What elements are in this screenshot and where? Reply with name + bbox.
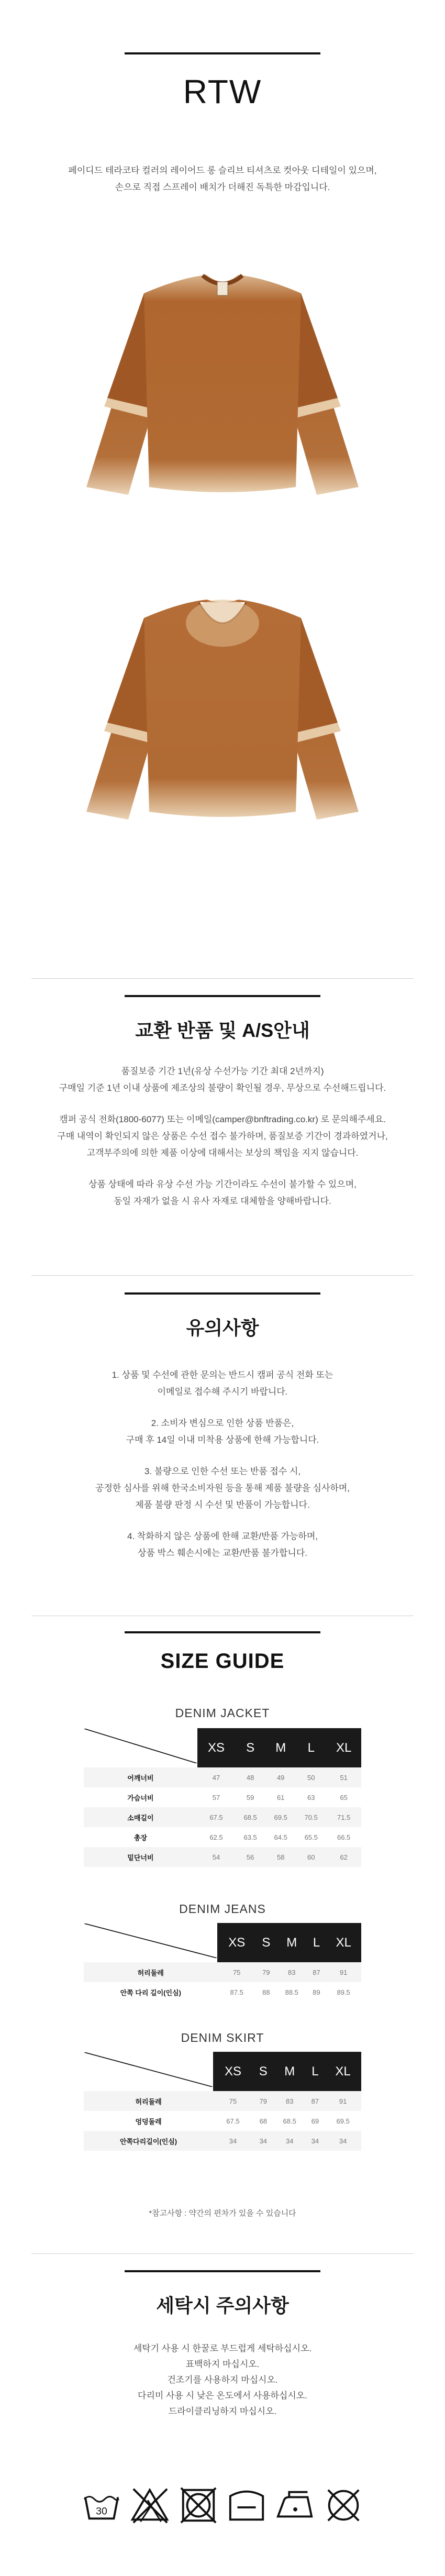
washing-title: 세탁시 주의사항 [156, 2295, 289, 2316]
no-dry-clean-icon [323, 2485, 364, 2526]
measure-value: 68.5 [274, 2111, 306, 2131]
no-bleach-icon [129, 2485, 170, 2526]
measure-value: 63.5 [235, 1827, 265, 1847]
measure-value: 62 [326, 1847, 361, 1867]
text-line: 4. 착화하지 않은 상품에 한해 교환/반품 가능하며, [127, 1531, 318, 1541]
measure-value: 65 [326, 1787, 361, 1807]
measure-value: 67.5 [213, 2111, 253, 2131]
measure-value: 47 [197, 1767, 235, 1787]
exchange-text [0, 1063, 445, 1210]
description-line: 페이디드 테라코타 컬러의 레이어드 롱 슬리브 티셔츠로 컷아웃 디테일이 있으며, [68, 165, 377, 175]
size-note: *참고사항 : 약간의 편차가 있을 수 있습니다 [149, 2209, 296, 2218]
measure-value: 91 [325, 2091, 361, 2111]
measure-value: 59 [235, 1787, 265, 1807]
text-line: 구매 후 14일 이내 미착용 상품에 한해 가능합니다. [126, 1435, 319, 1445]
table-row [84, 1982, 361, 2002]
text-line: 드라이클리닝하지 마십시오. [168, 2406, 277, 2416]
measure-label: 가슴너비 [84, 1787, 197, 1807]
text-line: 이메일로 접수해 주시기 바랍니다. [157, 1387, 288, 1397]
size-header: XS [217, 1923, 255, 1962]
text-line: 구매 내역이 확인되지 않은 상품은 수선 접수 불가하며, 품질보증 기간이 경과하였거나, [57, 1131, 388, 1141]
text-line: 동일 자재가 없을 시 유사 자재로 대체함을 양해바랍니다. [114, 1196, 331, 1206]
measure-value: 56 [235, 1847, 265, 1867]
measure-value: 79 [256, 1962, 276, 1982]
text-line: 제품 불량 판정 시 수선 및 반품이 가능합니다. [135, 1500, 310, 1510]
text-line: 품질보증 기간 1년(유상 수선가능 기간 최대 2년까지) [121, 1066, 324, 1076]
table-row [84, 2091, 361, 2111]
diagonal-line-icon [84, 1923, 217, 1958]
measure-value: 88 [256, 1982, 276, 2002]
measure-value: 66.5 [326, 1827, 361, 1847]
size-header: XS [197, 1728, 235, 1767]
measure-value: 51 [326, 1767, 361, 1787]
table-title: DENIM JEANS [179, 1902, 266, 1916]
diagonal-line-icon [84, 1729, 197, 1763]
product-title: RTW [183, 73, 262, 110]
measure-label: 허리둘레 [84, 1962, 217, 1982]
measure-value: 65.5 [296, 1827, 326, 1847]
text-line: 1. 상품 및 수선에 관한 문의는 반드시 캠퍼 공식 전화 또는 [112, 1370, 333, 1380]
measure-value: 89.5 [326, 1982, 361, 2002]
washing-text [0, 2341, 445, 2419]
caution-text [0, 1367, 445, 1562]
measure-label: 소매길이 [84, 1807, 197, 1827]
measure-value: 54 [197, 1847, 235, 1867]
measure-value: 61 [265, 1787, 296, 1807]
top-rule [125, 52, 320, 54]
size-header: M [274, 2052, 306, 2091]
no-tumble-dry-icon [178, 2485, 219, 2526]
measure-value: 64.5 [265, 1827, 296, 1847]
wash-30-icon [81, 2485, 122, 2526]
product-image-back [65, 566, 380, 859]
text-line: 구매일 기준 1년 이내 상품에 제조상의 불량이 확인될 경우, 무상으로 수선해드립니다. [59, 1083, 386, 1093]
size-header: XL [326, 1923, 361, 1962]
size-header: S [235, 1728, 265, 1767]
text-line: 건조기를 사용하지 마십시오. [167, 2375, 278, 2385]
measure-label: 안쪽다리길이(인심) [84, 2131, 213, 2151]
size-guide-title: SIZE GUIDE [160, 1650, 285, 1673]
measure-value: 69.5 [325, 2111, 361, 2131]
description-line: 손으로 직접 스프레이 배치가 더해진 독특한 마감입니다. [115, 182, 330, 192]
text-line: 캠퍼 공식 전화(1800-6077) 또는 이메일(camper@bnftrading.co.kr) 로 문의해주세요. [59, 1114, 386, 1124]
text-line: 고객부주의에 의한 제품 이상에 대해서는 보상의 책임을 지지 않습니다. [86, 1148, 359, 1158]
measure-value: 62.5 [197, 1827, 235, 1847]
low-iron-icon [275, 2485, 316, 2526]
table-row [84, 1962, 361, 1982]
divider [31, 978, 414, 979]
measure-value: 75 [213, 2091, 253, 2111]
measure-value: 91 [326, 1962, 361, 1982]
measure-value: 71.5 [326, 1807, 361, 1827]
measure-label: 허리둘레 [84, 2091, 213, 2111]
text-line: 2. 소비자 변심으로 인한 상품 반품은, [151, 1418, 294, 1428]
measure-value: 34 [325, 2131, 361, 2151]
measure-label: 밑단너비 [84, 1847, 197, 1867]
measure-value: 69 [306, 2111, 325, 2131]
size-header: M [276, 1923, 307, 1962]
section-rule [125, 1292, 320, 1295]
caution-title: 유의사항 [186, 1317, 259, 1339]
measure-value: 57 [197, 1787, 235, 1807]
table-row [84, 2111, 361, 2131]
text-line: 상품 상태에 따라 유상 수선 가능 기간이라도 수선이 불가할 수 있으며, [88, 1179, 357, 1189]
size-header: L [307, 1923, 326, 1962]
table-title: DENIM JACKET [175, 1706, 270, 1720]
measure-value: 87 [306, 2091, 325, 2111]
measure-value: 70.5 [296, 1807, 326, 1827]
measure-value: 83 [274, 2091, 306, 2111]
table-row [84, 1807, 361, 1827]
measure-value: 48 [235, 1767, 265, 1787]
measure-value: 34 [306, 2131, 325, 2151]
measure-value: 69.5 [265, 1807, 296, 1827]
text-line: 3. 불량으로 인한 수선 또는 반품 접수 시, [144, 1466, 301, 1476]
measure-value: 87 [307, 1962, 326, 1982]
measure-value: 58 [265, 1847, 296, 1867]
text-line: 공정한 심사를 위해 한국소비자원 등을 통해 제품 불량을 심사하며, [95, 1483, 350, 1493]
section-rule [125, 995, 320, 997]
table-row [84, 1787, 361, 1807]
size-table-denim-skirt [84, 2052, 361, 2151]
measure-label: 총장 [84, 1827, 197, 1847]
table-title: DENIM SKIRT [181, 2031, 264, 2044]
measure-value: 79 [253, 2091, 274, 2111]
table-row [84, 1767, 361, 1787]
header-corner [84, 1923, 217, 1962]
header-corner [84, 2052, 213, 2091]
text-line: 표백하지 마십시오. [185, 2359, 260, 2369]
size-header: S [256, 1923, 276, 1962]
section-rule [125, 2270, 320, 2272]
size-table-denim-jacket [84, 1728, 361, 1867]
product-description [0, 162, 445, 196]
measure-value: 68.5 [235, 1807, 265, 1827]
size-table-denim-jeans [84, 1923, 361, 2002]
wash-temp: 30 [96, 2505, 107, 2517]
size-header: S [253, 2052, 274, 2091]
measure-value: 83 [276, 1962, 307, 1982]
size-header: XS [213, 2052, 253, 2091]
measure-label: 안쪽 다리 길이(인심) [84, 1982, 217, 2002]
size-header: L [296, 1728, 326, 1767]
measure-value: 63 [296, 1787, 326, 1807]
header-corner [84, 1728, 197, 1767]
measure-label: 어깨너비 [84, 1767, 197, 1787]
dry-flat-icon [226, 2485, 267, 2526]
measure-value: 50 [296, 1767, 326, 1787]
measure-value: 34 [213, 2131, 253, 2151]
measure-value: 34 [274, 2131, 306, 2151]
measure-label: 엉덩둘레 [84, 2111, 213, 2131]
table-row [84, 2131, 361, 2151]
exchange-title: 교환 반품 및 A/S안내 [135, 1020, 310, 1041]
measure-value: 60 [296, 1847, 326, 1867]
size-header: XL [325, 2052, 361, 2091]
table-row [84, 1847, 361, 1867]
measure-value: 34 [253, 2131, 274, 2151]
measure-value: 75 [217, 1962, 255, 1982]
measure-value: 68 [253, 2111, 274, 2131]
size-header: M [265, 1728, 296, 1767]
table-row [84, 1827, 361, 1847]
divider [31, 1275, 414, 1276]
measure-value: 88.5 [276, 1982, 307, 2002]
section-rule [125, 1631, 320, 1633]
divider [31, 2253, 414, 2254]
diagonal-line-icon [84, 2052, 213, 2087]
size-header: L [306, 2052, 325, 2091]
measure-value: 87.5 [217, 1982, 255, 2002]
measure-value: 89 [307, 1982, 326, 2002]
text-line: 상품 박스 훼손시에는 교환/반품 불가합니다. [138, 1548, 307, 1558]
text-line: 세탁기 사용 시 한꿀로 부드럽게 세탁하십시오. [133, 2343, 312, 2353]
product-image-front [65, 241, 380, 534]
text-line: 다리미 사용 시 낮은 온도에서 사용하십시오. [138, 2391, 307, 2401]
measure-value: 49 [265, 1767, 296, 1787]
size-header: XL [326, 1728, 361, 1767]
care-icons [81, 2485, 364, 2526]
measure-value: 67.5 [197, 1807, 235, 1827]
